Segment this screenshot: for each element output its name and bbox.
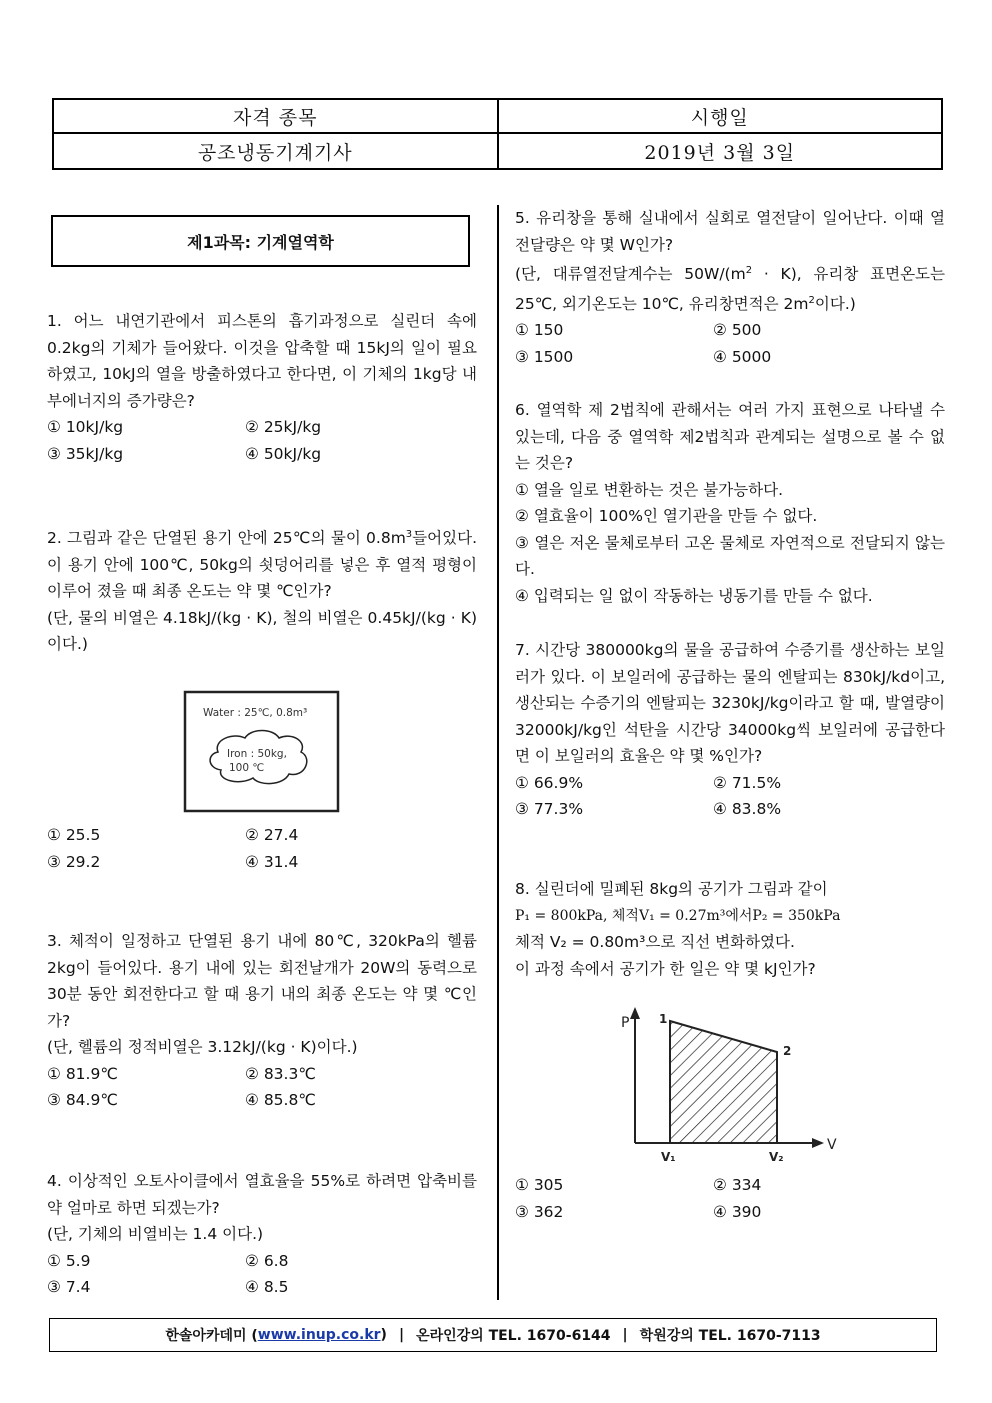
container-diagram — [183, 690, 341, 814]
pv-diagram — [615, 1003, 845, 1165]
question-5-condition — [515, 258, 945, 317]
question-8-line2: P₁ = 800kPa, 체적V₁ = 0.27m³에서P₂ = 350kPa — [515, 907, 841, 924]
header-col2-label: 시행일 — [498, 99, 943, 133]
question-3-options — [47, 1061, 477, 1114]
section-title: 제1과목: 기계열역학 — [187, 232, 334, 252]
question-7 — [515, 637, 945, 823]
option[interactable]: ③ 77.3% — [515, 800, 584, 818]
option[interactable]: ④ 390 — [713, 1202, 762, 1221]
iron-label-1: Iron : 50kg, — [227, 748, 287, 760]
question-2-condition: (단, 물의 비열은 4.18kJ/(kg · K), 철의 비열은 0.45kJ/(kg · K)이다.) — [47, 608, 477, 654]
footer-academy: 한솔아카데미 ( — [165, 1328, 258, 1344]
question-7-options — [515, 770, 945, 823]
footer-separator: | — [622, 1327, 628, 1343]
option[interactable]: ③ 362 — [515, 1202, 564, 1221]
question-1 — [47, 308, 477, 467]
option[interactable]: ① 66.9% — [515, 773, 584, 792]
option[interactable]: ② 83.3℃ — [245, 1064, 316, 1083]
question-1-text: 1. 어느 내연기관에서 피스톤의 흡기과정으로 실린더 속에 0.2kg의 기체가 들어왔다. 이것을 압축할 때 15kJ의 일이 필요하였고, 10kJ의 열을 방출하였다고 한다면, 이 기체의 1kg당 내부에너지의 증가량은? — [47, 312, 477, 410]
option[interactable]: ④ 85.8℃ — [245, 1091, 316, 1109]
option[interactable]: ③ 35kJ/kg — [47, 444, 124, 463]
footer-website-link[interactable]: www.inup.co.kr — [257, 1327, 381, 1343]
option[interactable]: ③ 7.4 — [47, 1278, 91, 1296]
option[interactable]: ② 27.4 — [245, 826, 299, 844]
question-8-line1: 8. 실린더에 밀폐된 8kg의 공기가 그림과 같이 — [515, 880, 828, 898]
question-2-text — [47, 522, 477, 605]
column-divider — [497, 205, 499, 1300]
question-1-options — [47, 414, 477, 467]
option[interactable]: ② 25kJ/kg — [245, 418, 322, 436]
v-label: V — [827, 1137, 837, 1153]
work-area — [670, 1021, 777, 1143]
option[interactable]: ③ 84.9℃ — [47, 1091, 118, 1109]
option[interactable]: ③ 열은 저온 물체로부터 고온 물체로 자연적으로 전달되지 않는다. — [515, 533, 945, 578]
option[interactable]: ② 500 — [713, 321, 762, 340]
option[interactable]: ① 5.9 — [47, 1251, 91, 1270]
question-8-line3: 체적 V₂ = 0.80m³으로 직선 변화하였다. — [515, 933, 795, 951]
v1-label: V₁ — [661, 1150, 676, 1164]
question-8-options-wrap — [515, 1172, 945, 1225]
option[interactable]: ③ 29.2 — [47, 852, 101, 871]
superscript: 2 — [808, 294, 815, 306]
question-7-text: 7. 시간당 380000kg의 물을 공급하여 수증기를 생산하는 보일러가 있다. 이 보일러에 공급하는 물의 엔탈피는 830kJ/kd이고, 생산되는 수증기의 엔탈피는 3230kJ/kg이라고 할 때, 발열량이 32000kJ/kg인 석탄을 시간당 34000kg씩 보일러에 공급한다면 이 보일러의 효율은 약 몇 %인가? — [515, 641, 945, 765]
question-8 — [515, 876, 945, 982]
question-4-condition: (단, 기체의 비열비는 1.4 이다.) — [47, 1225, 264, 1243]
option[interactable]: ④ 83.8% — [713, 800, 782, 818]
section-title-box — [51, 215, 470, 267]
water-label: Water : 25℃, 0.8m³ — [203, 707, 308, 719]
exam-header-table — [52, 98, 943, 170]
state-1-label: 1 — [659, 1012, 668, 1026]
option[interactable]: ③ 1500 — [515, 347, 574, 366]
option[interactable]: ① 25.5 — [47, 826, 101, 844]
option[interactable]: ④ 50kJ/kg — [245, 444, 322, 463]
question-2 — [47, 522, 477, 658]
footer-online-phone: 온라인강의 TEL. 1670-6144 — [416, 1328, 611, 1344]
question-6 — [515, 397, 945, 609]
question-8-line4: 이 과정 속에서 공기가 한 일은 약 몇 kJ인가? — [515, 959, 816, 978]
question-3-condition: (단, 헬륨의 정적비열은 3.12kJ/(kg · K)이다.) — [47, 1038, 358, 1056]
question-2-figure — [183, 690, 341, 823]
question-8-options — [515, 1172, 945, 1225]
header-col1-label: 자격 종목 — [53, 99, 498, 133]
option[interactable]: ② 334 — [713, 1176, 762, 1194]
p-axis-arrow — [630, 1007, 640, 1019]
question-5 — [515, 205, 945, 370]
option[interactable]: ① 81.9℃ — [47, 1064, 118, 1083]
question-2-text-b: 들어있다. 이 용기 안에 100℃, 50kg의 쇳덩어리를 넣은 후 열적 평형이 이루어 졌을 때 최종 온도는 약 몇 ℃인가? — [47, 529, 477, 601]
option[interactable]: ① 10kJ/kg — [47, 418, 124, 436]
question-5-condition-b: · K), 유리창 표면온도는 25℃, 외기온도는 10℃, 유리창면적은 2m — [515, 265, 945, 313]
superscript: 3 — [405, 529, 413, 540]
question-5-options — [515, 317, 945, 370]
option[interactable]: ① 305 — [515, 1176, 564, 1194]
question-6-text: 6. 열역학 제 2법칙에 관해서는 여러 가지 표현으로 나타낼 수 있는데, 다음 중 열역학 제2법칙과 관계되는 설명으로 볼 수 없는 것은? — [515, 401, 945, 472]
option[interactable]: ① 150 — [515, 321, 564, 340]
question-2-options-wrap — [47, 822, 477, 875]
option[interactable]: ② 6.8 — [245, 1251, 289, 1270]
footer-close-paren: ) — [380, 1327, 387, 1343]
option[interactable]: ④ 5000 — [713, 347, 772, 366]
question-3 — [47, 928, 477, 1114]
footer-offline-phone: 학원강의 TEL. 1670-7113 — [639, 1328, 821, 1344]
v-axis-arrow — [812, 1138, 824, 1148]
option[interactable]: ② 71.5% — [713, 773, 782, 792]
footer-separator: | — [398, 1327, 405, 1343]
header-subject: 공조냉동기계기사 — [53, 133, 498, 169]
iron-label-2: 100 ℃ — [229, 762, 265, 774]
question-4-text: 4. 이상적인 오토사이클에서 열효율을 55%로 하려면 압축비를 약 얼마로 하면 되겠는가? — [47, 1172, 477, 1217]
header-date: 2019년 3월 3일 — [498, 133, 943, 169]
question-3-text: 3. 체적이 일정하고 단열된 용기 내에 80℃, 320kPa의 헬륨 2kg이 들어있다. 용기 내에 있는 회전날개가 20W의 동력으로 30분 동안 회전한다고 할 때 용기 내의 최종 온도는 약 몇 ℃인가? — [47, 932, 477, 1030]
option[interactable]: ② 열효율이 100%인 열기관을 만들 수 없다. — [515, 507, 818, 525]
state-2-label: 2 — [783, 1044, 792, 1058]
option[interactable]: ④ 8.5 — [245, 1278, 289, 1296]
option[interactable]: ④ 31.4 — [245, 852, 299, 871]
question-4 — [47, 1168, 477, 1301]
footer-bar — [49, 1318, 937, 1352]
question-5-condition-a: (단, 대류열전달계수는 50W/(m — [515, 265, 746, 284]
option[interactable]: ① 열을 일로 변환하는 것은 불가능하다. — [515, 480, 784, 499]
superscript: 2 — [745, 265, 753, 276]
question-4-options — [47, 1248, 477, 1301]
question-8-figure — [615, 1003, 845, 1174]
question-5-condition-c: 이다.) — [814, 294, 856, 313]
v2-label: V₂ — [769, 1150, 784, 1164]
p-label: P — [621, 1015, 630, 1031]
question-5-text: 5. 유리창을 통해 실내에서 실회로 열전달이 일어난다. 이때 열전달량은 약 몇 W인가? — [515, 209, 945, 254]
question-2-options — [47, 822, 477, 875]
question-2-text-a: 2. 그림과 같은 단열된 용기 안에 25℃의 물이 0.8m — [47, 529, 406, 548]
option[interactable]: ④ 입력되는 일 없이 작동하는 냉동기를 만들 수 없다. — [515, 586, 873, 605]
